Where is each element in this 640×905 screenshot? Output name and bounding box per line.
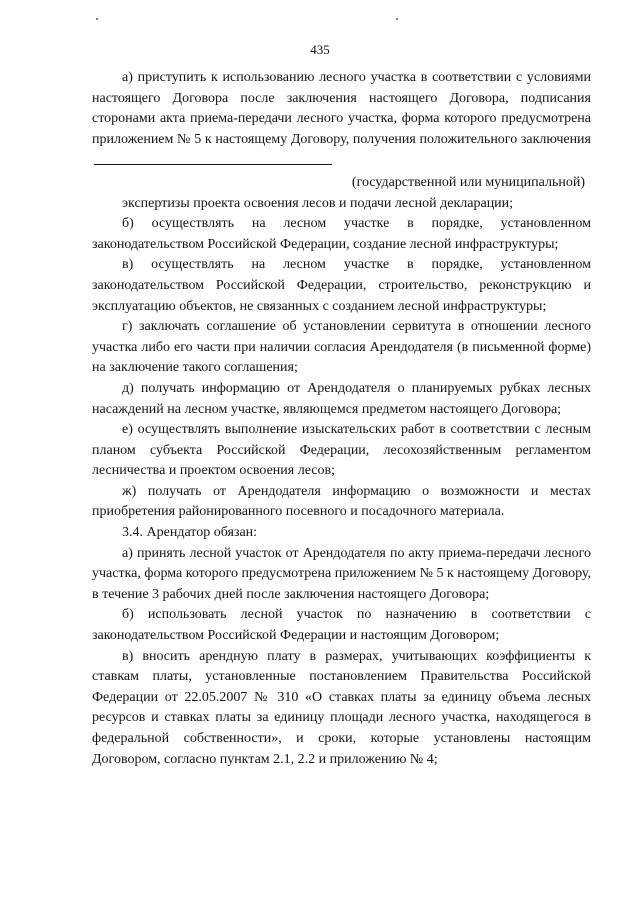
section-heading-3-4: 3.4. Арендатор обязан:	[122, 525, 258, 541]
scan-speck	[96, 18, 98, 20]
page-number: 435	[310, 42, 330, 57]
obligation-b: б) использовать лесной участок по назначению в соответствии с законодательством Российской Федерации и настоящим Договором;	[92, 607, 591, 644]
paragraph-zh: ж) получать от Арендодателя информацию о возможности и местах приобретения районированного посевного и посадочного материала.	[92, 483, 591, 520]
paragraph-b: б) осуществлять на лесном участке в порядке, установленном законодательством Российской Федерации, создание лесной инфраструктуры;	[92, 216, 591, 252]
paragraph-g: г) заключать соглашение об установлении сервитута в отношении лесного участка либо его части при наличии согласия Арендодателя (в письменной форме) на заключение такого соглашения;	[92, 319, 591, 376]
paragraph-v: в) осуществлять на лесном участке в порядке, установленном законодательством Российской Федерации, строительство, реконструкцию и эксплуатацию объектов, не связанных с созданием лесной инфраструктуры;	[92, 257, 591, 314]
blank-caption: (государственной или муниципальной)	[351, 174, 585, 190]
obligation-a: а) принять лесной участок от Арендодателя по акту приема-передачи лесного участка, форма которого предусмотрена приложением № 5 к настоящему Договору, в течение 3 рабочих дней после заключения настоящего Договора;	[92, 545, 591, 602]
paragraph-a-continuation: экспертизы проекта освоения лесов и подачи лесной декларации;	[122, 195, 514, 211]
document-body	[92, 68, 591, 770]
paragraph-e: е) осуществлять выполнение изыскательских работ в соответствии с лесным планом субъекта Российской Федерации, лесохозяйственным регламентом лесничества и проектом освоения лесов;	[92, 422, 591, 479]
blank-fill-line	[94, 150, 332, 165]
paragraph-a-start	[92, 68, 591, 173]
paragraph-a-text: а) приступить к использованию лесного участка в соответствии с условиями настоящего Договора после заключения настоящего Договора, подписания сторонами акта приема-передачи лесного участка, форма которого предусмотрена приложением № 5 к настоящему Договору, получения положительного заключения	[92, 70, 591, 147]
scan-speck	[396, 18, 398, 20]
obligation-v: в) вносить арендную плату в размерах, учитывающих коэффициенты к ставкам платы, установленные постановлением Правительства Российской Федерации от 22.05.2007 № 310 «О ставках платы за единицу объема лесных ресурсов и ставках платы за единицу площади лесного участка, находящегося в федеральной собственности», и сроки, которые установлены настоящим Договором, согласно пунктам 2.1, 2.2 и приложению № 4;	[92, 648, 591, 767]
paragraph-d: д) получать информацию от Арендодателя о планируемых рубках лесных насаждений на лесном участке, являющемся предметом настоящего Договора;	[92, 380, 591, 417]
